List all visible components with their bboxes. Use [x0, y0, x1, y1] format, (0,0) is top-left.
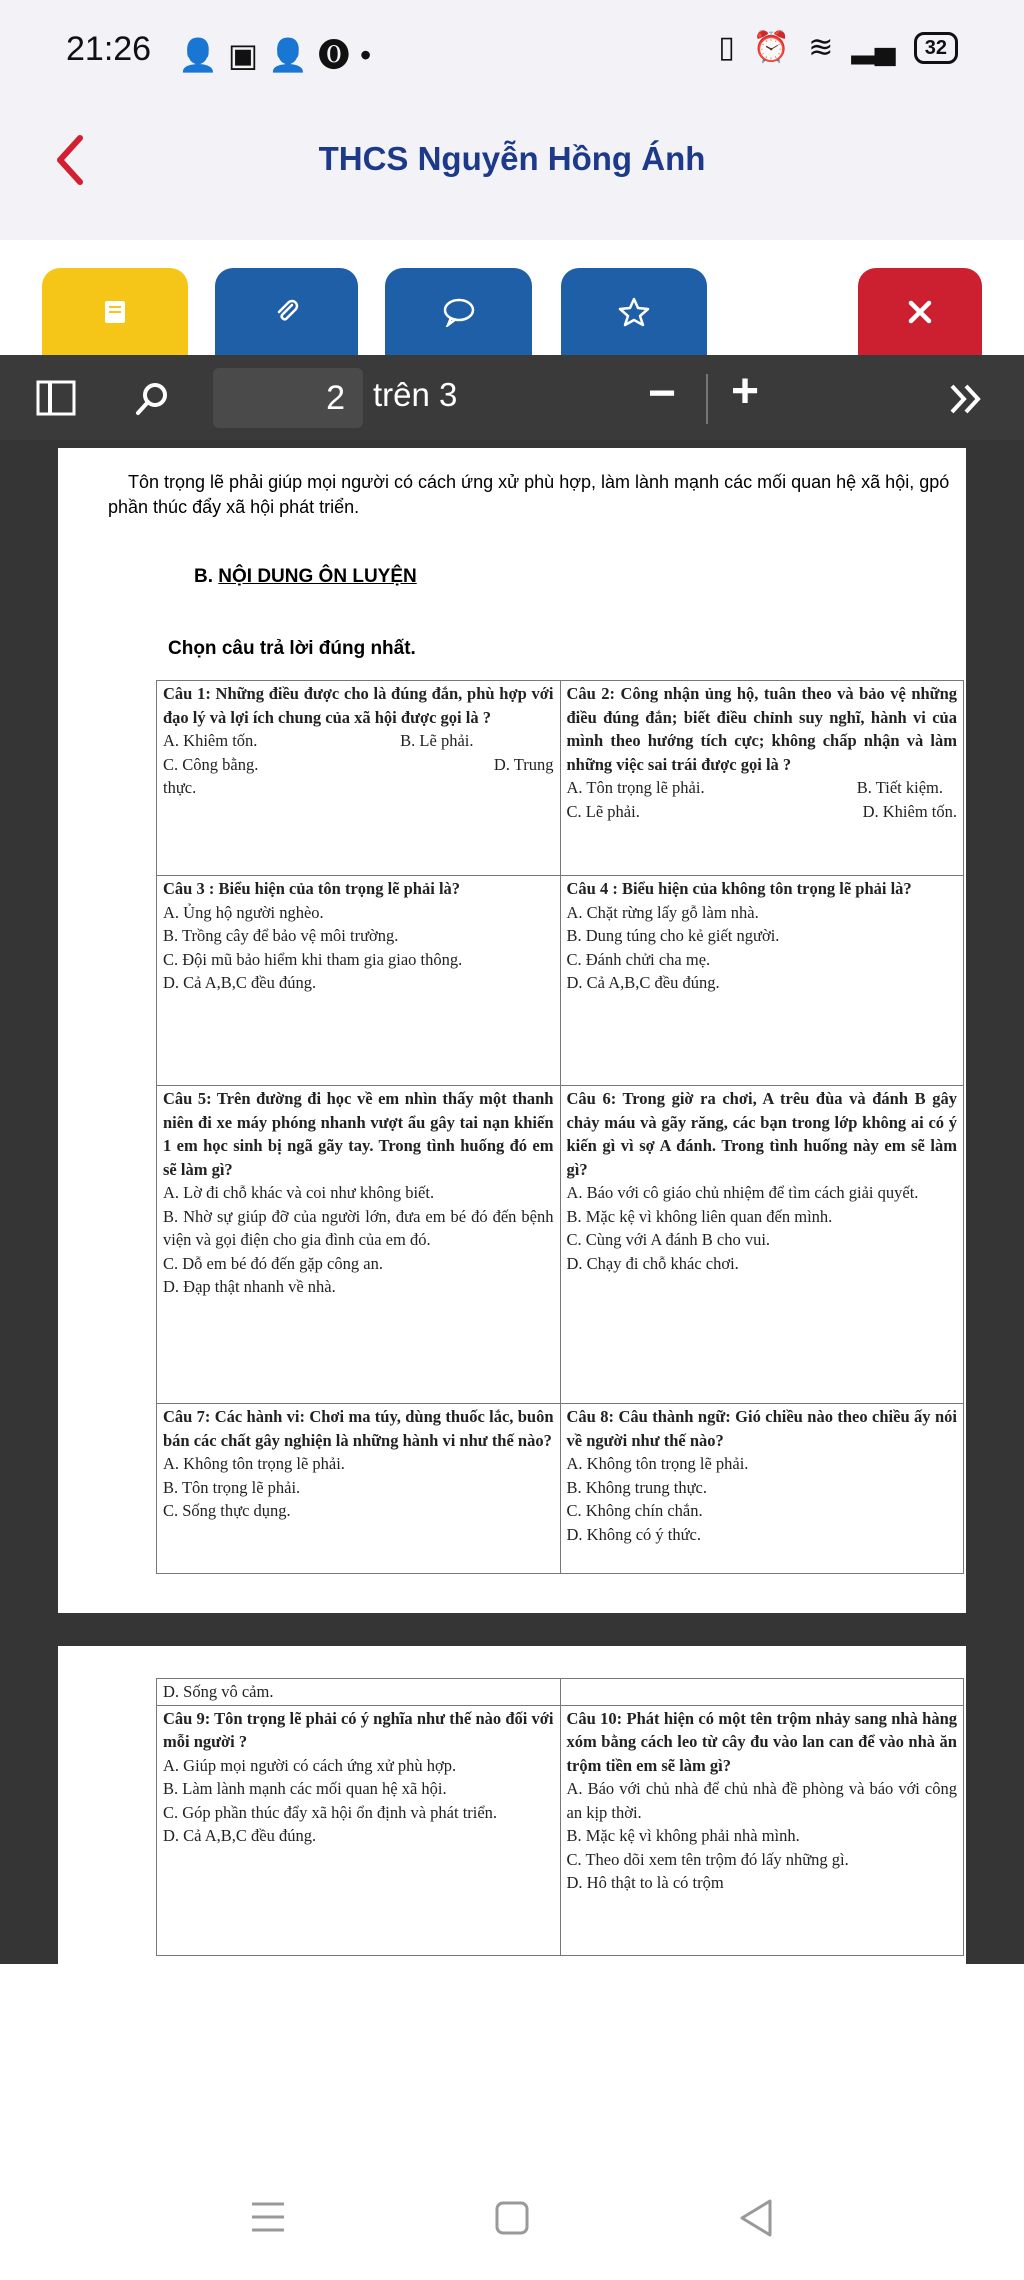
- question-cell: [560, 1679, 964, 1706]
- home-icon[interactable]: [494, 2200, 530, 2236]
- zoom-out-button[interactable]: −: [648, 367, 677, 420]
- question-cell: D. Sống vô cảm.: [157, 1679, 561, 1706]
- double-chevron-right-icon[interactable]: [946, 382, 986, 416]
- question-table: [156, 680, 964, 1574]
- alarm-icon: ⏰: [752, 31, 791, 64]
- status-time: 21:26: [66, 30, 152, 68]
- attach-button[interactable]: [215, 268, 358, 355]
- table-row: [157, 681, 964, 876]
- zoom-in-button[interactable]: +: [731, 365, 760, 418]
- instruction-text: Chọn câu trả lời đúng nhất.: [168, 638, 416, 659]
- section-heading: B. NỘI DUNG ÔN LUYỆN: [194, 566, 417, 587]
- question-cell: Câu 1: Những điều được cho là đúng đắn, phù hợp với đạo lý và lợi ích chung của xã hội được gọi là ? A. Khiêm tốn. B. Lẽ phải. C. Công bằng. D. Trung thực.: [157, 681, 561, 876]
- sidebar-toggle-icon[interactable]: [36, 380, 76, 416]
- close-icon: [906, 298, 934, 326]
- page-number-input[interactable]: 2: [213, 368, 363, 428]
- status-notification-icons: [178, 30, 381, 76]
- person-plus-icon: 👤: [268, 37, 318, 73]
- question-cell: Câu 8: Câu thành ngữ: Gió chiều nào theo chiều ấy nói về người như thế nào? A. Không tôn trọng lẽ phải. B. Không trung thực. C. Không chín chắn. D. Không có ý thức.: [560, 1404, 964, 1574]
- toolbar-divider: [706, 374, 708, 424]
- star-button[interactable]: [561, 268, 707, 355]
- doc-intro-paragraph: Tôn trọng lẽ phải giúp mọi người có cách ứng xử phù hợp, làm lành mạnh các mối quan hệ xã hội, gpó phần thúc đẩy xã hội phát triển.: [108, 472, 950, 517]
- close-button[interactable]: [858, 268, 982, 355]
- table-row: [157, 876, 964, 1086]
- question-cell: Câu 2: Công nhận ủng hộ, tuân theo và bảo vệ những điều đúng đắn; biết điều chỉnh suy nghĩ, hành vi của mình theo hướng tích cực; không chấp nhận và làm những việc sai trái được gọi là ? A. Tôn trọng lẽ phải. B. Tiết kiệm. C. Lẽ phải. D. Khiêm tốn.: [560, 681, 964, 876]
- table-row: [157, 1086, 964, 1404]
- paperclip-icon: [272, 297, 302, 327]
- notebook-button[interactable]: [42, 268, 188, 355]
- person-plus-icon: 👤: [178, 37, 228, 73]
- comment-button[interactable]: [385, 268, 532, 355]
- question-cell: Câu 4 : Biểu hiện của không tôn trọng lẽ phải là? A. Chặt rừng lấy gỗ làm nhà. B. Dung túng cho kẻ giết người. C. Đánh chửi cha mẹ. D. Cả A,B,C đều đúng.: [560, 876, 964, 1086]
- battery-icon: 32: [914, 32, 958, 64]
- question-cell: Câu 3 : Biểu hiện của tôn trọng lẽ phải là? A. Ủng hộ người nghèo. B. Trồng cây để bảo vệ môi trường. C. Đội mũ bảo hiểm khi tham gia giao thông. D. Cả A,B,C đều đúng.: [157, 876, 561, 1086]
- pinterest-icon: ⓿: [317, 37, 360, 73]
- table-row: [157, 1679, 964, 1706]
- signal-icon: ▂▄: [851, 31, 896, 64]
- page-total-label: trên 3: [373, 376, 458, 413]
- table-row: [157, 1404, 964, 1574]
- question-cell: Câu 5: Trên đường đi học về em nhìn thấy một thanh niên đi xe máy phóng nhanh vượt ẩu gây tai nạn khiến 1 em học sinh bị ngã gãy tay. Trong tình huống đó em sẽ làm gì? A. Lờ đi chỗ khác và coi như không biết. B. Nhờ sự giúp đỡ của người lớn, đưa em bé đó đến bệnh viện và gọi điện cho gia đình của em đó. C. Dỗ em bé đó đến gặp công an. D. Đạp thật nhanh về nhà.: [157, 1086, 561, 1404]
- comment-icon: [442, 297, 476, 327]
- question-cell: Câu 10: Phát hiện có một tên trộm nhảy sang nhà hàng xóm bằng cách leo từ cây đu vào lan can để vào nhà ăn trộm tiền em sẽ làm gì? A. Báo với chủ nhà để chủ nhà đề phòng và báo với công an kịp thời. B. Mặc kệ vì không phải nhà mình. C. Theo dõi xem tên trộm đó lấy những gì. D. Hô thật to là có trộm: [560, 1705, 964, 1955]
- question-table: [156, 1678, 964, 1956]
- search-icon[interactable]: [133, 380, 171, 418]
- wifi-icon: ≋: [808, 31, 834, 64]
- status-system-icons: [718, 30, 958, 65]
- dot-icon: •: [359, 37, 382, 73]
- page-title: THCS Nguyễn Hồng Ánh: [318, 140, 706, 177]
- question-cell: Câu 6: Trong giờ ra chơi, A trêu đùa và đánh B gây chảy máu và gãy răng, các bạn trong lớp không ai có ý kiến gì vì sợ A đánh. Trong tình huống này em sẽ làm gì? A. Báo với cô giáo chủ nhiệm để tìm cách giải quyết. B. Mặc kệ vì không liên quan đến mình. C. Cùng với A đánh B cho vui. D. Chạy đi chỗ khác chơi.: [560, 1086, 964, 1404]
- question-cell: Câu 7: Các hành vi: Chơi ma túy, dùng thuốc lắc, buôn bán các chất gây nghiện là những hành vi như thế nào? A. Không tôn trọng lẽ phải. B. Tôn trọng lẽ phải. C. Sống thực dụng.: [157, 1404, 561, 1574]
- calendar-icon: ▣: [227, 37, 269, 73]
- table-row: [157, 1705, 964, 1955]
- star-icon: [618, 296, 650, 328]
- status-bar: [0, 0, 1024, 100]
- menu-icon[interactable]: [250, 2200, 286, 2234]
- vibrate-icon: ▯: [718, 31, 735, 64]
- notebook-icon: [102, 298, 128, 326]
- back-icon[interactable]: [738, 2198, 774, 2238]
- question-cell: Câu 9: Tôn trọng lẽ phải có ý nghĩa như thế nào đối với mỗi người ? A. Giúp mọi người có cách ứng xử phù hợp. B. Làm lành mạnh các mối quan hệ xã hội. C. Góp phần thúc đẩy xã hội ổn định và phát triển. D. Cả A,B,C đều đúng.: [157, 1705, 561, 1955]
